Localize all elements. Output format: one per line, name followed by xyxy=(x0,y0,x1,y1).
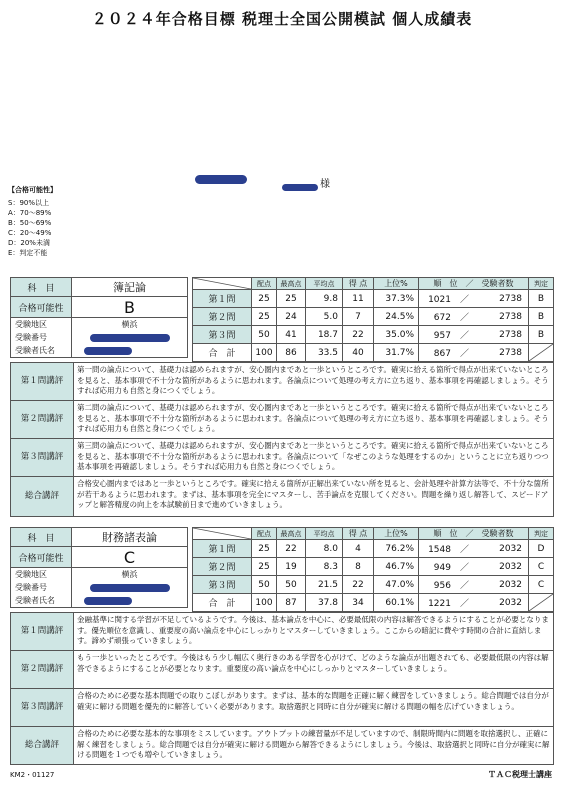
cell-rank: 949 ／ xyxy=(419,558,472,576)
comment-label: 第３問講評 xyxy=(11,439,74,477)
cell-joui: 47.0% xyxy=(374,576,419,594)
rank-value: 957 xyxy=(433,331,451,341)
col-tokuten: 得 点 xyxy=(343,278,374,290)
cell-haiten: 50 xyxy=(252,326,277,344)
comment-text: 合格安心圏内まではあと一歩というところです。確実に拾える箇所が正解出来ていない所を見ると、会計処理や計算方法等で、不十分な箇所が若干あるように思われます。まずは、基本事項を完全にマスターし、苦手論点を克服してください。問題を繰り返し解答して、スピードアップと解答精度の向上を本試験前日まで進めていきましょう。 xyxy=(74,477,554,517)
cell-saikou: 25 xyxy=(277,290,306,308)
comment-text: もう一歩といったところです。今後はもう少し幅広く奥行きのある学習を心がけて、どのような論点が出題されても、必要最低限の内容は解答できるようにすることが必要となります。重要度の高い論点を中心にしっかりとマスターしていきましょう。 xyxy=(74,651,554,689)
subject-info-table xyxy=(10,277,188,358)
score-row xyxy=(193,558,554,576)
cell-total: 2032 xyxy=(471,558,529,576)
footer-brand: ＴＡＣ税理士講座 xyxy=(488,770,552,779)
number-label: 受験番号 xyxy=(11,581,72,594)
rank-value: 949 xyxy=(433,563,451,573)
cell-rank: 1221 ／ xyxy=(419,594,472,612)
comment-text: 第三問の論点について、基礎力は認められますが、安心圏内まであと一歩というところです。確実に拾える箇所で得点が出来ていないところを見ると、基本事項で不十分な箇所があるように思われます。各論点について「なぜこのような処理をするのか」ということに立ち返りつつ基本事項を再確認しましょう。そうすれば応用力も自然と身につくでしょう。 xyxy=(74,439,554,477)
legend xyxy=(8,185,57,258)
rank-value: 1548 xyxy=(428,545,451,555)
diagonal-cell xyxy=(529,594,554,612)
score-row xyxy=(193,308,554,326)
comment-text: 第二問の論点について、基礎力は認められますが、安心圏内まであと一歩というところです。確実に拾える箇所で得点が出来ていないところを見ると、基本事項で不十分な箇所があるように思われます。各論点について処理の考え方に立ち返り、基本事項を再確認しましょう。そうすれば応用力も自然と身につくでしょう。 xyxy=(74,401,554,439)
rank-value: 1221 xyxy=(428,599,451,609)
row-label: 合 計 xyxy=(193,594,252,612)
cell-hantei: C xyxy=(529,558,554,576)
col-heikin: 平均点 xyxy=(306,528,343,540)
cell-joui: 24.5% xyxy=(374,308,419,326)
score-row xyxy=(193,576,554,594)
cell-hantei: C xyxy=(529,576,554,594)
cell-heikin: 37.8 xyxy=(306,594,343,612)
cell-total: 2738 xyxy=(471,308,529,326)
subject-info-table xyxy=(10,527,188,608)
cell-rank: 672 ／ xyxy=(419,308,472,326)
col-tokuten: 得 点 xyxy=(343,528,374,540)
rank-value: 672 xyxy=(433,313,451,323)
legend-item: D：20%未満 xyxy=(8,239,50,247)
cell-hantei: B xyxy=(529,326,554,344)
cell-joui: 76.2% xyxy=(374,540,419,558)
area-label: 受験地区 xyxy=(11,568,72,582)
cell-tokuten: 8 xyxy=(343,558,374,576)
comment-text: 合格のために必要な基本問題での取りこぼしがあります。まずは、基本的な問題を正確に解く練習をしていきましょう。総合問題では自分が確実に解ける問題を優先的に解答していく必要があります。取捨選択と同時に自分が確実に解ける問題の幅を広げていきましょう。 xyxy=(74,689,554,727)
row-label: 合 計 xyxy=(193,344,252,362)
possibility-grade: B xyxy=(72,297,188,318)
cell-total: 2738 xyxy=(471,290,529,308)
legend-item: C：20〜49% xyxy=(8,229,52,237)
cell-heikin: 33.5 xyxy=(306,344,343,362)
cell-total: 2738 xyxy=(471,326,529,344)
cell-saikou: 87 xyxy=(277,594,306,612)
comment-table xyxy=(10,612,554,765)
cell-rank: 1548 ／ xyxy=(419,540,472,558)
rank-value: 1021 xyxy=(428,295,451,305)
cell-rank: 1021 ／ xyxy=(419,290,472,308)
cell-joui: 46.7% xyxy=(374,558,419,576)
diagonal-cell xyxy=(193,278,252,290)
rank-value: 956 xyxy=(433,581,451,591)
subject-name: 簿記論 xyxy=(72,278,188,297)
cell-haiten: 50 xyxy=(252,576,277,594)
redacted-name xyxy=(195,175,247,184)
score-row xyxy=(193,326,554,344)
subject-name: 財務諸表論 xyxy=(72,528,188,547)
subject-label: 科 目 xyxy=(11,528,72,547)
redacted-name-field xyxy=(84,597,132,605)
col-saikou: 最高点 xyxy=(277,278,306,290)
score-row xyxy=(193,540,554,558)
comment-table xyxy=(10,362,554,517)
cell-haiten: 100 xyxy=(252,344,277,362)
score-table xyxy=(192,527,554,612)
name-label: 受験者氏名 xyxy=(11,594,72,608)
cell-saikou: 50 xyxy=(277,576,306,594)
redacted-number xyxy=(90,334,170,342)
cell-rank: 956 ／ xyxy=(419,576,472,594)
comment-label: 第３問講評 xyxy=(11,689,74,727)
comment-label: 総合講評 xyxy=(11,727,74,765)
cell-haiten: 25 xyxy=(252,308,277,326)
row-label: 第２問 xyxy=(193,308,252,326)
score-row xyxy=(193,290,554,308)
cell-hantei: B xyxy=(529,290,554,308)
cell-total: 2738 xyxy=(471,344,529,362)
cell-total: 2032 xyxy=(471,540,529,558)
row-label: 第１問 xyxy=(193,540,252,558)
comment-text: 合格のために必要な基本的な事項をミスしています。アウトプットの練習量が不足していますので、制限時間内に問題を取捨選択し、正確に解く練習をしましょう。総合問題では自分が確実に解ける問題から解答できるようにしましょう。今後は、取捨選択と同時に自分が確実に解ける問題を１つでも増やしていきましょう。 xyxy=(74,727,554,765)
redacted-name-field xyxy=(84,347,132,355)
score-row xyxy=(193,344,554,362)
rank-value: 867 xyxy=(433,349,451,359)
cell-total: 2032 xyxy=(471,594,529,612)
cell-tokuten: 40 xyxy=(343,344,374,362)
cell-heikin: 5.0 xyxy=(306,308,343,326)
col-joui: 上位% xyxy=(374,528,419,540)
cell-haiten: 25 xyxy=(252,290,277,308)
col-joui: 上位% xyxy=(374,278,419,290)
name-label: 受験者氏名 xyxy=(11,344,72,358)
comment-row xyxy=(11,477,554,517)
page-title: ２０２４年合格目標 税理士全国公開模試 個人成績表 xyxy=(91,10,473,28)
footer-code: KM2・01127 xyxy=(10,771,55,779)
comment-label: 総合講評 xyxy=(11,477,74,517)
possibility-grade: C xyxy=(72,547,188,568)
cell-saikou: 41 xyxy=(277,326,306,344)
legend-title: 【合格可能性】 xyxy=(8,186,57,194)
area-value: 横浜 xyxy=(72,568,188,582)
cell-heikin: 21.5 xyxy=(306,576,343,594)
cell-joui: 35.0% xyxy=(374,326,419,344)
area-value: 横浜 xyxy=(72,318,188,332)
cell-rank: 957 ／ xyxy=(419,326,472,344)
cell-heikin: 8.0 xyxy=(306,540,343,558)
cell-saikou: 86 xyxy=(277,344,306,362)
comment-row xyxy=(11,689,554,727)
comment-row xyxy=(11,727,554,765)
comment-row xyxy=(11,613,554,651)
comment-label: 第１問講評 xyxy=(11,613,74,651)
cell-haiten: 100 xyxy=(252,594,277,612)
diagonal-cell xyxy=(193,528,252,540)
subject-label: 科 目 xyxy=(11,278,72,297)
row-label: 第３問 xyxy=(193,326,252,344)
comment-label: 第２問講評 xyxy=(11,651,74,689)
cell-total: 2032 xyxy=(471,576,529,594)
possibility-label: 合格可能性 xyxy=(11,297,72,318)
cell-tokuten: 7 xyxy=(343,308,374,326)
possibility-label: 合格可能性 xyxy=(11,547,72,568)
comment-row xyxy=(11,401,554,439)
comment-row xyxy=(11,439,554,477)
cell-rank: 867 ／ xyxy=(419,344,472,362)
col-haiten: 配点 xyxy=(252,528,277,540)
diagonal-cell xyxy=(529,344,554,362)
cell-heikin: 8.3 xyxy=(306,558,343,576)
col-saikou: 最高点 xyxy=(277,528,306,540)
cell-saikou: 19 xyxy=(277,558,306,576)
comment-label: 第２問講評 xyxy=(11,401,74,439)
legend-item: S：90%以上 xyxy=(8,199,50,207)
cell-tokuten: 22 xyxy=(343,576,374,594)
comment-text: 第一問の論点について、基礎力は認められますが、安心圏内まであと一歩というところです。確実に拾える箇所で得点が出来ていないところを見ると、基本事項で不十分な箇所があるように思われます。各論点について処理の考え方に立ち返り、基本事項を再確認しましょう。そうすれば応用力も自然と身につくでしょう。 xyxy=(74,363,554,401)
col-hantei: 判定 xyxy=(529,278,554,290)
comment-row xyxy=(11,363,554,401)
legend-item: B：50〜69% xyxy=(8,219,52,227)
cell-joui: 60.1% xyxy=(374,594,419,612)
score-table xyxy=(192,277,554,362)
col-juni: 順 位 ／ 受験者数 xyxy=(419,528,529,540)
cell-heikin: 18.7 xyxy=(306,326,343,344)
redacted-name-2 xyxy=(282,184,318,191)
number-label: 受験番号 xyxy=(11,331,72,344)
col-hantei: 判定 xyxy=(529,528,554,540)
area-label: 受験地区 xyxy=(11,318,72,332)
cell-joui: 37.3% xyxy=(374,290,419,308)
score-row xyxy=(193,594,554,612)
cell-tokuten: 11 xyxy=(343,290,374,308)
cell-joui: 31.7% xyxy=(374,344,419,362)
salutation: 様 xyxy=(320,179,330,190)
legend-item: E：判定不能 xyxy=(8,249,48,257)
cell-saikou: 24 xyxy=(277,308,306,326)
cell-tokuten: 4 xyxy=(343,540,374,558)
col-juni: 順 位 ／ 受験者数 xyxy=(419,278,529,290)
comment-row xyxy=(11,651,554,689)
col-haiten: 配点 xyxy=(252,278,277,290)
comment-label: 第１問講評 xyxy=(11,363,74,401)
comment-text: 金融基準に関する学習が不足しているようです。今後は、基本論点を中心に、必要最低限の内容は解答できるようにすることが必要となります。優先順位を意識し、重要度の高い論点を中心にしっかりとマスターしていきましょう。ここからの暗記に費やす時間の合計に直結します。諦めず頑張っていきましょう。 xyxy=(74,613,554,651)
legend-item: A：70〜89% xyxy=(8,209,52,217)
cell-haiten: 25 xyxy=(252,558,277,576)
row-label: 第１問 xyxy=(193,290,252,308)
redacted-number xyxy=(90,584,170,592)
row-label: 第２問 xyxy=(193,558,252,576)
cell-tokuten: 34 xyxy=(343,594,374,612)
cell-heikin: 9.8 xyxy=(306,290,343,308)
cell-saikou: 22 xyxy=(277,540,306,558)
row-label: 第３問 xyxy=(193,576,252,594)
cell-hantei: D xyxy=(529,540,554,558)
cell-tokuten: 22 xyxy=(343,326,374,344)
col-heikin: 平均点 xyxy=(306,278,343,290)
cell-hantei: B xyxy=(529,308,554,326)
cell-haiten: 25 xyxy=(252,540,277,558)
